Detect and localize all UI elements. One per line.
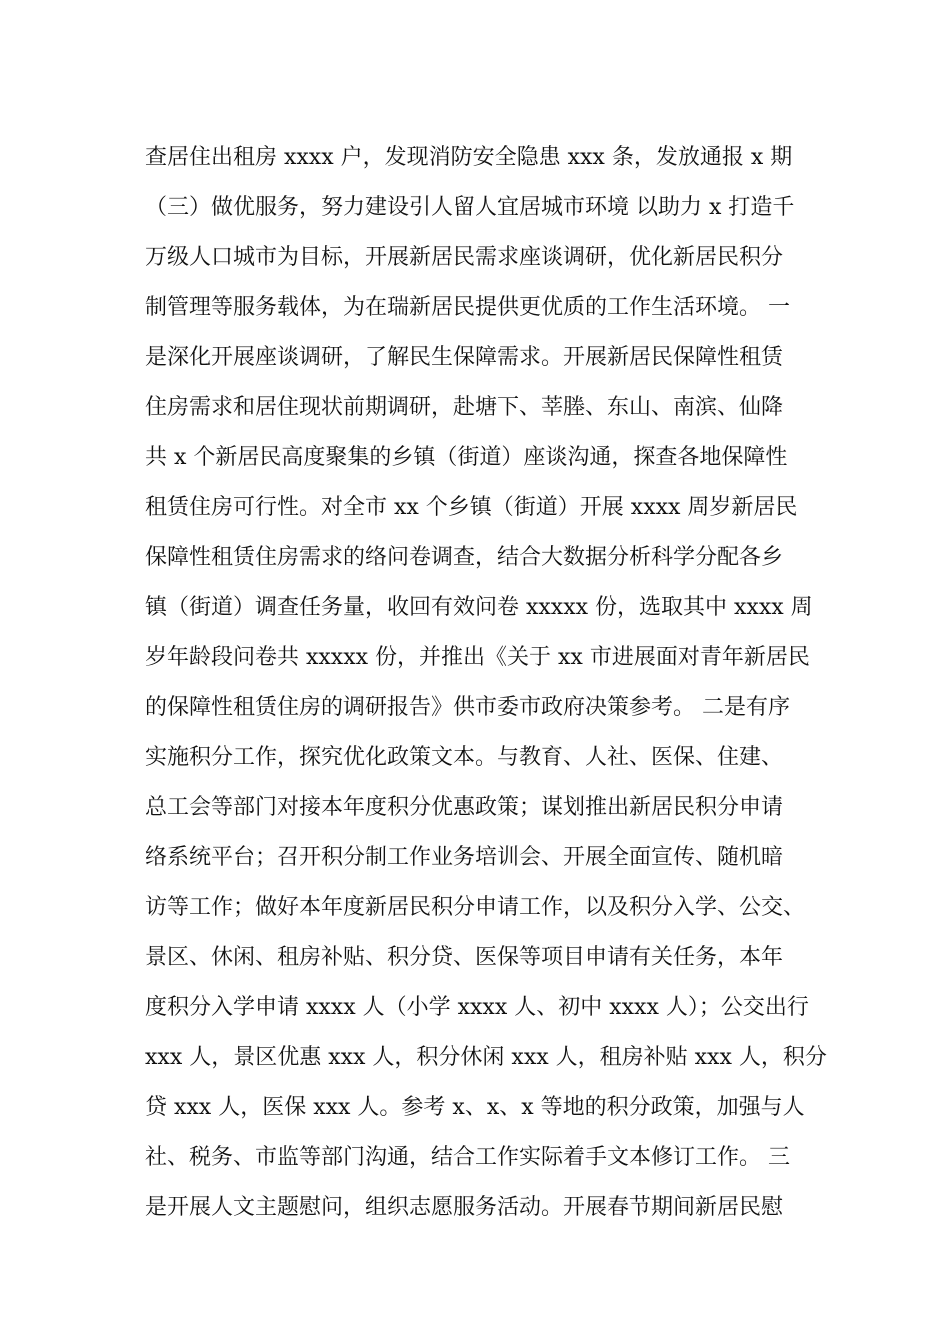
- text-line: 住房需求和居住现状前期调研，赴塘下、莘塍、东山、南滨、仙降: [145, 395, 784, 420]
- text-line: 总工会等部门对接本年度积分优惠政策；谋划推出新居民积分申请: [145, 795, 784, 820]
- text-line: 镇（街道）调查任务量，收回有效问卷 xxxxx 份，选取其中 xxxx 周: [145, 595, 813, 620]
- text-line: 度积分入学申请 xxxx 人（小学 xxxx 人、初中 xxxx 人）；公交出行: [145, 995, 809, 1020]
- text-line: 查居住出租房 xxxx 户，发现消防安全隐患 xxx 条，发放通报 x 期: [145, 145, 793, 170]
- text-line: 是开展人文主题慰问，组织志愿服务活动。开展春节期间新居民慰: [145, 1195, 784, 1220]
- text-line: 络系统平台；召开积分制工作业务培训会、开展全面宣传、随机暗: [145, 845, 784, 870]
- text-line: 社、税务、市监等部门沟通，结合工作实际着手文本修订工作。 三: [145, 1145, 790, 1170]
- text-line: 实施积分工作，探究优化政策文本。与教育、人社、医保、住建、: [145, 745, 784, 770]
- text-line: 保障性租赁住房需求的络问卷调查，结合大数据分析科学分配各乡: [145, 545, 784, 570]
- text-line: （三）做优服务，努力建设引人留人宜居城市环境 以助力 x 打造千: [145, 195, 795, 220]
- text-line: 租赁住房可行性。对全市 xx 个乡镇（街道）开展 xxxx 周岁新居民: [145, 495, 798, 520]
- text-line: 的保障性租赁住房的调研报告》供市委市政府决策参考。 二是有序: [145, 695, 790, 720]
- text-line: 岁年龄段问卷共 xxxxx 份，并推出《关于 xx 市进展面对青年新居民: [145, 645, 810, 670]
- text-line: 贷 xxx 人，医保 xxx 人。参考 x、x、x 等地的积分政策，加强与人: [145, 1095, 805, 1120]
- text-line: 共 x 个新居民高度聚集的乡镇（街道）座谈沟通，探查各地保障性: [145, 445, 788, 470]
- text-line: 景区、休闲、租房补贴、积分贷、医保等项目申请有关任务，本年: [145, 945, 784, 970]
- text-line: 是深化开展座谈调研，了解民生保障需求。开展新居民保障性租赁: [145, 345, 784, 370]
- text-line: 访等工作；做好本年度新居民积分申请工作，以及积分入学、公交、: [145, 895, 806, 920]
- text-line: 制管理等服务载体，为在瑞新居民提供更优质的工作生活环境。 一: [145, 295, 790, 320]
- text-line: xxx 人，景区优惠 xxx 人，积分休闲 xxx 人，租房补贴 xxx 人，积分: [145, 1045, 827, 1070]
- body-text: [145, 133, 825, 1233]
- text-line: 万级人口城市为目标，开展新居民需求座谈调研，优化新居民积分: [145, 245, 784, 270]
